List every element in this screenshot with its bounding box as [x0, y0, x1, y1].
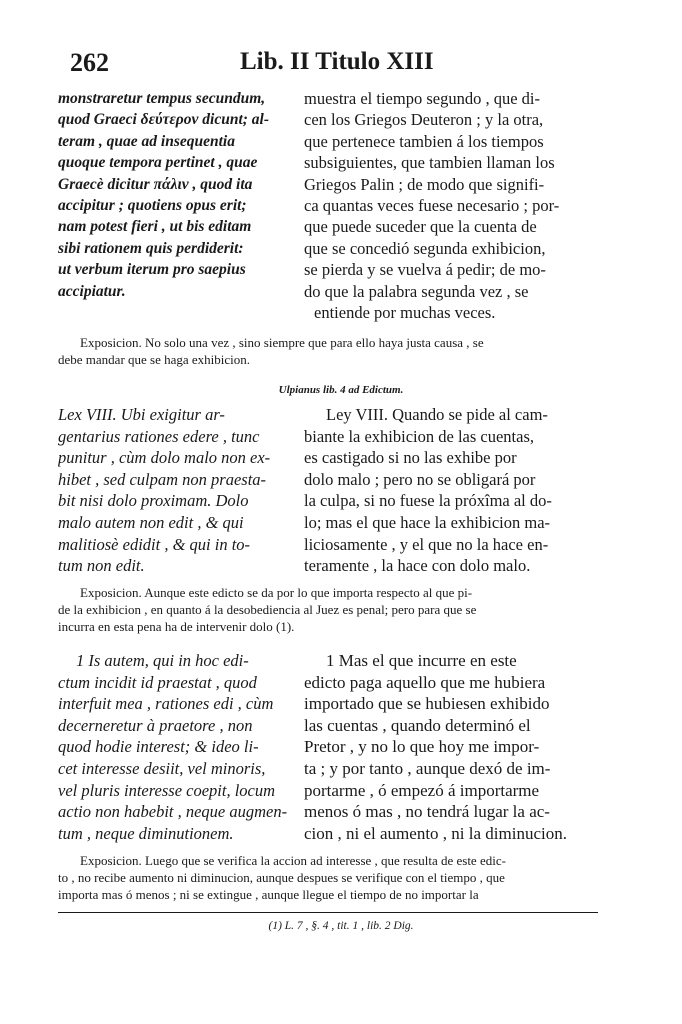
exposicion-note-2 — [58, 584, 598, 635]
latin-line: sibi rationem quis perdiderit: — [58, 239, 244, 257]
exposicion-line: Exposicion. Luego que se verifica la accion ad interesse , que resulta de este edic- — [80, 853, 506, 868]
latin-line: nam potest fieri , ut bis editam — [58, 218, 252, 236]
exposicion-note-1 — [58, 334, 598, 368]
exposicion-line: Exposicion. No solo una vez , sino siempre que para ello haya justa causa , se — [80, 335, 484, 350]
spanish-line: que pertenece tambien á los tiempos — [304, 131, 544, 151]
exposicion-line: importa mas ó menos ; ni se extingue , aunque llegue el tiempo de no importar la — [58, 887, 479, 902]
spanish-line: biante la exhibicion de las cuentas, — [304, 426, 535, 446]
spanish-line: dolo malo ; pero no se obligará por — [304, 469, 536, 489]
latin-line: malitiosè edidit , & qui in to- — [58, 534, 251, 554]
spanish-line: cen los Griegos Deuteron ; y la otra, — [304, 110, 544, 130]
latin-line: punitur , cùm dolo malo non ex- — [58, 448, 271, 468]
spanish-line: teramente , la hace con dolo malo. — [304, 556, 531, 576]
spanish-line: portarme , ó empezó á importarme — [304, 780, 540, 800]
block1-spanish-column — [304, 88, 594, 323]
exposicion-line: to , no recibe aumento ni diminucion, aunque despues se verifique con el tiempo , que — [58, 870, 505, 885]
spanish-line: muestra el tiempo segundo , que di- — [304, 89, 540, 108]
exposicion-line: incurra en esta pena ha de intervenir dolo (1). — [58, 619, 295, 634]
spanish-line: menos ó mas , no tendrá lugar la ac- — [304, 802, 550, 822]
exposicion-line: debe mandar que se haga exhibicion. — [58, 352, 251, 367]
block1-latin-column — [58, 88, 290, 302]
spanish-line: se pierda y se vuelva á pedir; de mo- — [304, 260, 546, 280]
footnote: (1) L. 7 , §. 4 , tit. 1 , lib. 2 Dig. — [268, 920, 414, 932]
spanish-line: ca quantas veces fuese necesario ; por- — [304, 196, 560, 216]
exposicion-note-3 — [58, 852, 598, 903]
latin-line: Graecè dicitur πάλιν , quod ita — [58, 175, 253, 193]
latin-line: teram , quae ad insequentia — [58, 132, 235, 150]
latin-line: ut verbum iterum pro saepius — [58, 261, 246, 279]
running-title: Lib. II Titulo XIII — [240, 48, 434, 75]
exposicion-line: Exposicion. Aunque este edicto se da por lo que importa respecto al que pi- — [80, 585, 473, 600]
spanish-line: la culpa, si no fuese la próxîma al do- — [304, 491, 552, 511]
latin-line: cet interesse desiit, vel minoris, — [58, 758, 266, 778]
source-citation: Ulpianus lib. 4 ad Edictum. — [278, 384, 404, 396]
latin-line: 1 Is autem, qui in hoc edi- — [76, 651, 249, 670]
latin-line: vel pluris interesse coepit, locum — [58, 780, 276, 800]
latin-line: quod hodie interest; & ideo li- — [58, 737, 259, 757]
spanish-line: cion , ni el aumento , ni la diminucion. — [304, 823, 567, 843]
latin-line: accipiatur. — [58, 282, 126, 300]
latin-line: quod Graeci δεύτερον dicunt; al- — [58, 111, 270, 129]
spanish-line: entiende por muchas veces. — [314, 303, 496, 323]
latin-line: decerneretur à praetore , non — [58, 715, 253, 735]
latin-line: malo autem non edit , & qui — [58, 512, 244, 532]
latin-line: bit nisi dolo proximam. Dolo — [58, 491, 249, 511]
section1-latin-column — [58, 650, 290, 844]
spanish-line: ta ; y por tanto , aunque dexó de im- — [304, 758, 551, 778]
page-number: 262 — [70, 48, 109, 77]
latin-line: Lex VIII. Ubi exigitur ar- — [58, 405, 225, 424]
spanish-line: que se concedió segunda exhibicion, — [304, 238, 546, 258]
latin-line: ctum incidit id praestat , quod — [58, 672, 257, 692]
footnote-divider — [58, 912, 598, 913]
section1-spanish-column — [304, 650, 596, 844]
spanish-line: lo; mas el que hace la exhibicion ma- — [304, 512, 551, 532]
spanish-line: las cuentas , quando determinó el — [304, 715, 531, 735]
spanish-line: edicto paga aquello que me hubiera — [304, 672, 546, 692]
spanish-line: es castigado si no las exhibe por — [304, 448, 517, 468]
exposicion-line: de la exhibicion , en quanto á la desobediencia al Juez es penal; pero para que se — [58, 602, 477, 617]
spanish-line: Griegos Palin ; de modo que signifi- — [304, 174, 545, 194]
latin-line: actio non habebit , neque augmen- — [58, 802, 288, 822]
latin-line: tum non edit. — [58, 556, 145, 576]
law-spanish-column — [304, 404, 594, 577]
law-latin-column — [58, 404, 290, 577]
latin-line: quoque tempora pertinet , quae — [58, 154, 258, 172]
spanish-line: subsiguientes, que tambien llaman los — [304, 153, 555, 173]
spanish-line: Ley VIII. Quando se pide al cam- — [326, 405, 548, 424]
latin-line: interfuit mea , rationes edi , cùm — [58, 694, 274, 714]
latin-line: accipitur ; quotiens opus erit; — [58, 197, 247, 215]
latin-line: hibet , sed culpam non praesta- — [58, 469, 267, 489]
latin-line: gentarius rationes edere , tunc — [58, 426, 260, 446]
latin-line: monstraretur tempus secundum, — [58, 90, 266, 107]
spanish-line: que puede suceder que la cuenta de — [304, 217, 537, 237]
spanish-line: liciosamente , y el que no la hace en- — [304, 534, 549, 554]
spanish-line: importado que se hubiesen exhibido — [304, 694, 550, 714]
spanish-line: do que la palabra segunda vez , se — [304, 281, 529, 301]
latin-line: tum , neque diminutionem. — [58, 823, 234, 843]
spanish-line: 1 Mas el que incurre en este — [326, 651, 517, 670]
page-header — [70, 48, 590, 88]
spanish-line: Pretor , y no lo que hoy me impor- — [304, 737, 540, 757]
